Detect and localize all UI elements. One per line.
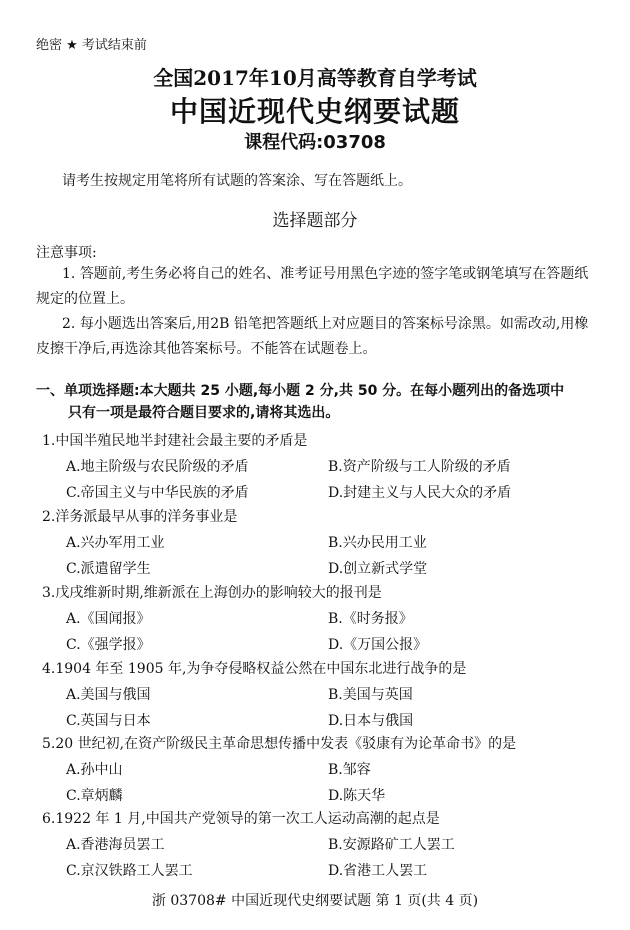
note-text-continued: 规定的位置上。 xyxy=(36,291,134,307)
option-c: C.京汉铁路工人罢工 xyxy=(66,863,193,879)
option-d: D.封建主义与人民大众的矛盾 xyxy=(328,485,512,501)
note-number: 1. xyxy=(62,266,76,282)
course-code: 课程代码:03708 xyxy=(244,132,386,153)
question-stem: 6.1922 年 1 月,中国共产党领导的第一次工人运动高潮的起点是 xyxy=(42,811,440,827)
option-d: D.省港工人罢工 xyxy=(328,863,428,879)
part-heading xyxy=(36,380,606,424)
exam-name: 全国2017年10月高等教育自学考试 xyxy=(153,66,477,90)
option-a: A.孙中山 xyxy=(66,762,123,778)
part-heading-line1: 一、单项选择题:本大题共 25 小题,每小题 2 分,共 50 分。在每小题列出的备选项中 xyxy=(36,383,565,399)
question-stem: 5.20 世纪初,在资产阶级民主革命思想传播中发表《驳康有为论革命书》的是 xyxy=(42,736,517,752)
option-d: D.日本与俄国 xyxy=(328,713,414,729)
option-a: A.《国闻报》 xyxy=(66,611,151,627)
option-b: B.安源路矿工人罢工 xyxy=(328,837,455,853)
option-d: D.《万国公报》 xyxy=(328,637,428,653)
option-a: A.美国与俄国 xyxy=(66,687,151,703)
question-stem: 2.洋务派最早从事的洋务事业是 xyxy=(42,509,238,525)
option-c: C.派遣留学生 xyxy=(66,561,151,577)
question-stem: 1.中国半殖民地半封建社会最主要的矛盾是 xyxy=(42,433,308,449)
question-stem: 4.1904 年至 1905 年,为争夺侵略权益公然在中国东北进行战争的是 xyxy=(42,661,467,677)
option-d: D.创立新式学堂 xyxy=(328,561,428,577)
paper-title: 中国近现代史纲要试题 xyxy=(169,95,460,128)
note-item xyxy=(36,312,598,362)
option-d: D.陈天华 xyxy=(328,788,386,804)
note-item xyxy=(36,262,598,312)
option-c: C.帝国主义与中华民族的矛盾 xyxy=(66,485,249,501)
note-text-continued: 皮擦干净后,再选涂其他答案标号。不能答在试题卷上。 xyxy=(36,341,377,357)
notes-title: 注意事项: xyxy=(36,245,97,261)
option-b: B.邹容 xyxy=(328,762,371,778)
option-b: B.资产阶级与工人阶级的矛盾 xyxy=(328,459,511,475)
note-number: 2. xyxy=(62,316,76,332)
option-c: C.《强学报》 xyxy=(66,637,151,653)
option-b: B.兴办民用工业 xyxy=(328,535,427,551)
option-a: A.香港海员罢工 xyxy=(66,837,165,853)
option-a: A.兴办军用工业 xyxy=(66,535,165,551)
part-heading-line2: 只有一项是最符合题目要求的,请将其选出。 xyxy=(68,405,340,421)
section-heading: 选择题部分 xyxy=(272,211,358,231)
confidential-label: 绝密 ★ 考试结束前 xyxy=(36,38,147,53)
option-c: C.章炳麟 xyxy=(66,788,123,804)
option-b: B.美国与英国 xyxy=(328,687,413,703)
answer-instruction: 请考生按规定用笔将所有试题的答案涂、写在答题纸上。 xyxy=(62,173,412,189)
option-c: C.英国与日本 xyxy=(66,713,151,729)
page-footer: 浙 03708# 中国近现代史纲要试题 第 1 页(共 4 页) xyxy=(151,893,479,909)
note-text: 每小题选出答案后,用2B 铅笔把答题纸上对应题目的答案标号涂黑。如需改动,用橡 xyxy=(79,316,589,332)
question-stem: 3.戊戌维新时期,维新派在上海创办的影响较大的报刊是 xyxy=(42,585,382,601)
note-text: 答题前,考生务必将自己的姓名、准考证号用黑色字迹的签字笔或钢笔填写在答题纸 xyxy=(79,266,589,282)
option-b: B.《时务报》 xyxy=(328,611,413,627)
option-a: A.地主阶级与农民阶级的矛盾 xyxy=(66,459,249,475)
